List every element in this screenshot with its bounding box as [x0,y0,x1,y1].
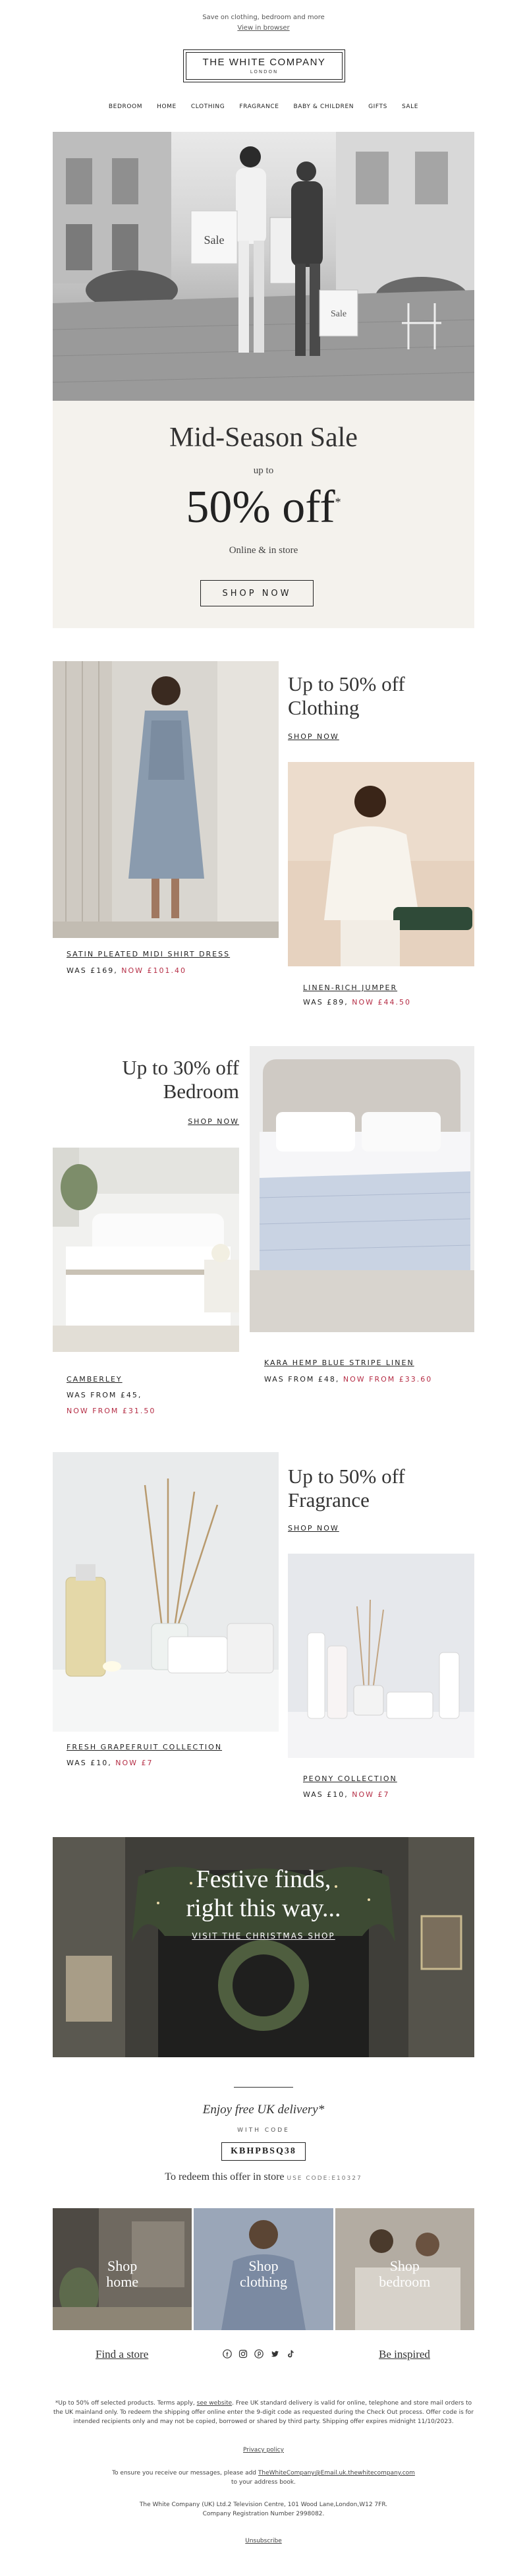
clothing-product1-price [67,966,186,975]
christmas-shop-link[interactable]: VISIT THE CHRISTMAS SHOP [192,1931,335,1941]
tile-shop-clothing[interactable] [194,2208,333,2330]
bedroom-title-line2: Bedroom [163,1079,239,1103]
sender-email-link[interactable]: TheWhiteCompany@Email.uk.thewhitecompany.com [258,2470,415,2476]
terms-text [53,2399,474,2427]
clothing-product2-now: NOW £44.50 [352,998,412,1007]
divider [234,2087,293,2088]
fragrance-product1-was: WAS £10, [67,1759,112,1767]
peony-fragrance-illustration [288,1554,474,1758]
main-nav [0,103,527,110]
nav-item-home[interactable]: HOME [157,103,177,110]
nav-item-baby-children[interactable]: BABY & CHILDREN [293,103,354,110]
bedroom-product2-name[interactable]: KARA HEMP BLUE STRIPE LINEN [264,1359,414,1367]
brand-logo[interactable] [183,49,345,82]
camberley-bed-illustration [53,1148,239,1352]
clothing-product2-name[interactable]: LINEN-RICH JUMPER [303,983,398,992]
tile-bedroom-label [335,2258,474,2290]
festive-title [53,1865,474,1923]
tile-home-line2: home [106,2273,139,2291]
tile-bedroom-line2: bedroom [379,2273,431,2291]
store-code: USE CODE:E10327 [287,2175,362,2182]
social-icons [223,2349,295,2358]
tiktok-icon[interactable] [286,2349,295,2358]
tile-clothing-line1: Shop [248,2258,279,2274]
grapefruit-fragrance-illustration [53,1452,279,1732]
bedroom-product2-now: NOW FROM £33.60 [343,1375,433,1384]
terms-text-a: *Up to 50% off selected products. Terms apply, [55,2400,195,2407]
clothing-product2-was: WAS £89, [303,998,348,1007]
company-address [53,2501,474,2519]
hero-illustration [53,132,474,401]
fragrance-shop-now-link[interactable]: SHOP NOW [288,1524,339,1533]
clothing-product1-name[interactable]: SATIN PLEATED MIDI SHIRT DRESS [67,950,231,958]
hero-image[interactable] [53,132,474,401]
tile-clothing-label [194,2258,333,2290]
hero-shop-now-button[interactable]: SHOP NOW [200,580,314,606]
registration-line: Company Registration Number 2998082. [202,2510,325,2517]
shop-tiles [53,2208,474,2330]
nav-item-sale[interactable]: SALE [401,103,419,110]
fragrance-product1-price [67,1759,153,1767]
bedroom-image-linen[interactable] [250,1046,474,1332]
svg-text:Sale: Sale [330,309,347,319]
linen-bed-illustration [250,1046,474,1332]
bedroom-title [53,1056,239,1103]
logo-subtitle: LONDON [250,69,279,74]
fragrance-product1-name[interactable]: FRESH GRAPEFRUIT COLLECTION [67,1743,223,1751]
nav-item-fragrance[interactable]: FRAGRANCE [239,103,279,110]
fragrance-title-line1: Up to 50% off [288,1465,405,1488]
pinterest-icon[interactable] [254,2349,264,2358]
tile-shop-home[interactable] [53,2208,192,2330]
tile-shop-bedroom[interactable] [335,2208,474,2330]
fragrance-product2-was: WAS £10, [303,1790,348,1799]
privacy-policy-link[interactable]: Privacy policy [243,2447,284,2453]
bedroom-title-line1: Up to 30% off [122,1056,239,1079]
clothing-image-dress[interactable] [53,661,279,938]
clothing-product1-now: NOW £101.40 [121,966,187,975]
bedroom-shop-now-link[interactable]: SHOP NOW [188,1117,239,1126]
festive-title-line1: Festive finds, [196,1865,331,1893]
clothing-title [288,672,474,719]
tile-home-line1: Shop [107,2258,138,2274]
hero-upto: up to [253,465,274,476]
hero-percent: 50% off [186,482,335,533]
bedroom-product1-was: WAS FROM £45, [67,1391,142,1399]
tile-home-label [53,2258,192,2290]
nav-item-bedroom[interactable]: BEDROOM [108,103,143,110]
instagram-icon[interactable] [238,2349,248,2358]
view-in-browser-link[interactable]: View in browser [237,24,290,32]
safe-sender-a: To ensure you receive our messages, please add [112,2470,257,2476]
bedroom-product1-name[interactable]: CAMBERLEY [67,1375,123,1384]
bedroom-product1-now: NOW FROM £31.50 [67,1407,156,1415]
twitter-icon[interactable] [270,2349,279,2358]
address-line: The White Company (UK) Ltd.2 Television Centre, 101 Wood Lane,London,W12 7FR. [139,2502,388,2508]
unsubscribe-link[interactable]: Unsubscribe [245,2538,282,2544]
nav-item-clothing[interactable]: CLOTHING [190,103,225,110]
fragrance-image-peony[interactable] [288,1554,474,1758]
festive-title-line2: right this way... [186,1894,341,1922]
clothing-product2-price [303,998,411,1007]
dress-illustration [53,661,279,938]
facebook-icon[interactable] [223,2349,232,2358]
clothing-product1-was: WAS £169, [67,966,118,975]
tile-clothing-line2: clothing [239,2273,288,2291]
clothing-title-line1: Up to 50% off [288,672,405,695]
fragrance-title-line2: Fragrance [288,1488,370,1511]
fragrance-product1-now: NOW £7 [115,1759,153,1767]
hero-subtitle: Online & in store [229,545,298,556]
promo-code: KBHPBSQ38 [221,2142,306,2161]
fragrance-product2-name[interactable]: PEONY COLLECTION [303,1774,397,1783]
safe-sender-text [53,2469,474,2488]
tile-bedroom-line1: Shop [389,2258,420,2274]
see-website-link[interactable]: see website [196,2400,233,2407]
preheader-text: Save on clothing, bedroom and more [202,14,325,21]
terms-text-b: . Free UK standard delivery is valid for online, telephone and store mail orders to the UK mainland only. To redeem the shipping offer online enter the 9-digit code as requested during the Check Out process. Offer code is for intended recipients only and may not be copied, borrowed or shared by third party. Shipping offer expires midnight 11/10/2023. [53,2400,474,2425]
nav-item-gifts[interactable]: GIFTS [368,103,387,110]
hero-asterisk: * [335,495,341,509]
hero-discount [53,481,474,534]
clothing-title-line2: Clothing [288,695,360,719]
bedroom-product2-price [264,1375,432,1384]
fragrance-product2-now: NOW £7 [352,1790,390,1799]
jumper-illustration [288,762,474,966]
logo-title: THE WHITE COMPANY [202,57,326,68]
redeem-text [53,2171,474,2183]
fragrance-product2-price [303,1790,390,1799]
delivery-title: Enjoy free UK delivery* [202,2103,325,2117]
with-code-label: WITH CODE [237,2127,290,2134]
be-inspired-link[interactable]: Be inspired [379,2348,430,2360]
hero-title: Mid-Season Sale [169,423,358,453]
clothing-image-jumper[interactable] [288,762,474,966]
svg-text:Sale: Sale [204,233,225,247]
bedroom-image-camberley[interactable] [53,1148,239,1352]
fragrance-title [288,1465,474,1511]
redeem-label: To redeem this offer in store [165,2171,285,2182]
fragrance-image-grapefruit[interactable] [53,1452,279,1732]
bedroom-product2-was: WAS FROM £48, [264,1375,340,1384]
safe-sender-b: to your address book. [231,2478,296,2486]
clothing-shop-now-link[interactable]: SHOP NOW [288,732,339,741]
find-a-store-link[interactable]: Find a store [96,2348,149,2360]
